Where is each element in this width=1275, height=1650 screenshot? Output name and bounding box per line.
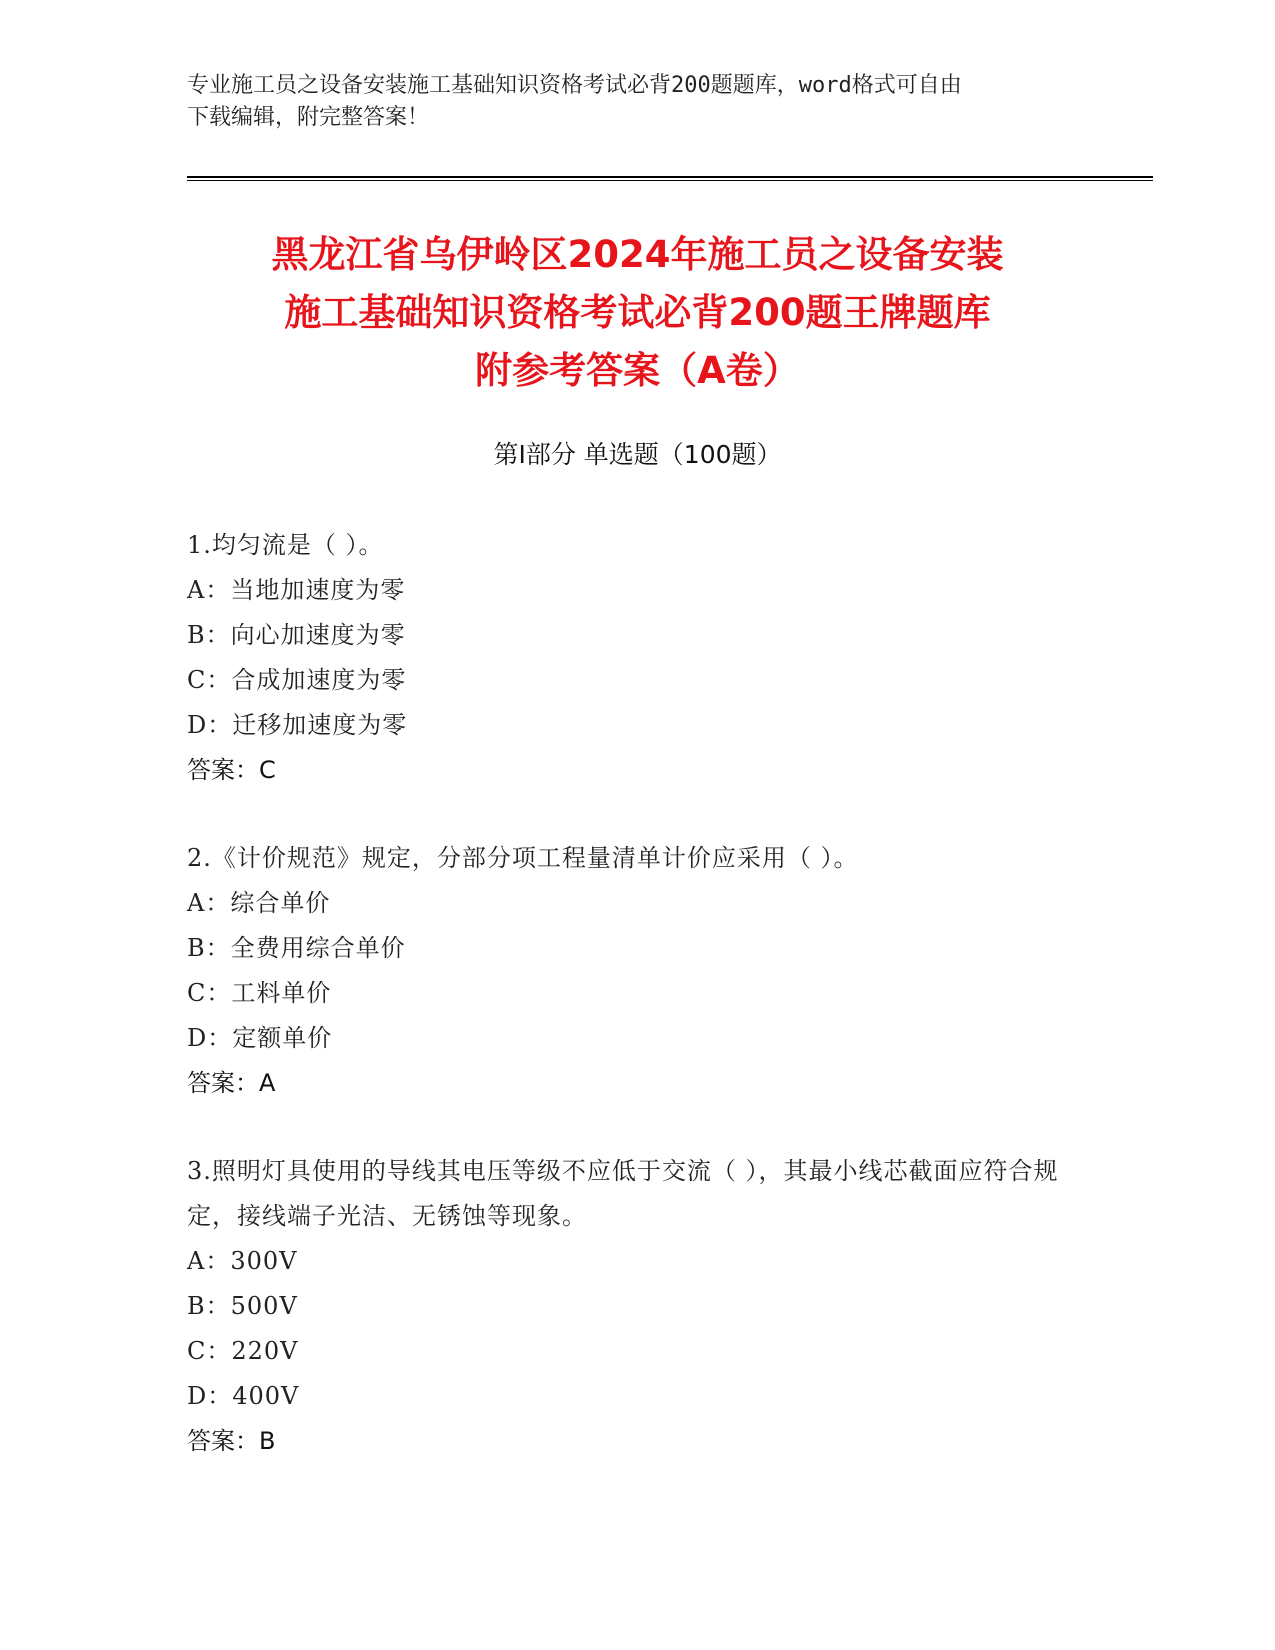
- header-note-line-1: 专业施工员之设备安装施工基础知识资格考试必背200题题库，word格式可自由: [187, 73, 962, 98]
- title-line-1: 黑龙江省乌伊岭区2024年施工员之设备安装: [271, 233, 1004, 276]
- header-divider: [187, 176, 1153, 181]
- option-d: D：400V: [187, 1382, 300, 1410]
- answer: 答案：B: [187, 1427, 276, 1455]
- option-a: A：当地加速度为零: [187, 576, 406, 604]
- option-b: B：500V: [187, 1292, 298, 1320]
- option-d: D：迁移加速度为零: [187, 711, 408, 739]
- option-b: B：全费用综合单价: [187, 934, 406, 962]
- question-3: [187, 1149, 1087, 1464]
- header-note: [187, 70, 1087, 134]
- title-line-3: 附参考答案（A卷）: [475, 349, 800, 392]
- question-1: [187, 523, 1087, 793]
- title-line-2: 施工基础知识资格考试必背200题王牌题库: [284, 291, 991, 334]
- option-a: A：综合单价: [187, 889, 331, 917]
- question-2: [187, 836, 1087, 1106]
- document-title: [150, 226, 1125, 400]
- question-text: 2.《计价规范》规定，分部分项工程量清单计价应采用（ ）。: [187, 844, 859, 872]
- question-text: 3.照明灯具使用的导线其电压等级不应低于交流（ ），其最小线芯截面应符合规定，接线端子光洁、无锈蚀等现象。: [187, 1157, 1059, 1230]
- option-a: A：300V: [187, 1247, 298, 1275]
- option-b: B：向心加速度为零: [187, 621, 406, 649]
- option-c: C：220V: [187, 1337, 299, 1365]
- answer: 答案：C: [187, 756, 276, 784]
- header-note-line-2: 下载编辑，附完整答案！: [187, 105, 430, 130]
- section-heading: 第Ⅰ部分 单选题（100题）: [493, 440, 782, 469]
- option-c: C：合成加速度为零: [187, 666, 407, 694]
- option-c: C：工料单价: [187, 979, 332, 1007]
- answer: 答案：A: [187, 1069, 276, 1097]
- question-list: [187, 523, 1087, 1507]
- question-text: 1.均匀流是（ ）。: [187, 531, 384, 559]
- option-d: D：定额单价: [187, 1024, 333, 1052]
